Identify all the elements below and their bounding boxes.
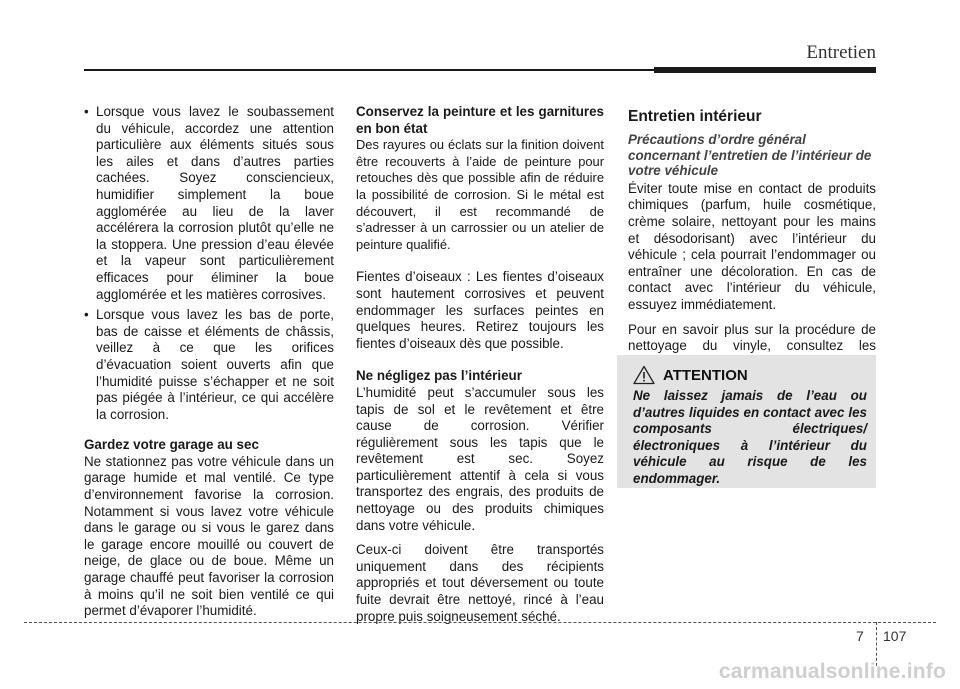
garage-heading: Gardez votre garage au sec: [84, 437, 259, 453]
interior-heading: Ne négligez pas l’intérieur: [356, 368, 522, 384]
bird-droppings-text: Fientes d’oiseaux : Les fientes d’oiseaux sont hautement corrosives et peuvent endommager les surfaces peintes en quelques heures. Retirez toujours les fientes d’oiseaux dès que possible.: [356, 269, 604, 351]
underbody-bullets: [84, 104, 334, 423]
bullet-underbody: • Lorsque vous lavez le soubassement du véhicule, accordez une attention particulière aux éléments situés sous les ailes et dans d’autres parties cachées. Soyez consciencieux, humidifier simplement la boue agglomérée au lieu de la laver accélérera la corrosion plutôt qu’elle ne la stoppera. Une pression d’eau élevée et la vapeur sont particulièrement efficaces pour éliminer la boue agglomérée et les matières corrosives.: [84, 104, 334, 303]
sub-title: Précautions d’ordre général concernant l’entretien de l’intérieur de votre véhicule: [628, 132, 872, 179]
header-rule: [84, 69, 654, 71]
column-middle: [356, 104, 604, 633]
footer-rule: [24, 622, 936, 623]
paint-heading: Conservez la peinture et les garnitures en bon état: [356, 104, 604, 136]
paint-text: Des rayures ou éclats sur la finition doivent être recouverts à l’aide de peinture pour retouches dès que possible afin de réduire la possibilité de corrosion. Si le métal est découvert, il est recommandé de s’adresser à un carrossier ou un atelier de peinture qualifié.: [356, 137, 604, 252]
bullet-door-sills: • Lorsque vous lavez les bas de porte, bas de caisse et éléments de châssis, veillez à ce que les orifices d’évacuation soient ouverts afin que l’humidité puisse s’échapper et ne soit pas piégée à l’intérieur, ce qui accélère la corrosion.: [84, 307, 334, 423]
attention-title: ATTENTION: [663, 366, 748, 384]
column-right: [628, 104, 876, 379]
page-number: 107: [883, 628, 907, 644]
chapter-number: 7: [856, 628, 864, 644]
header-title: Entretien: [806, 42, 876, 63]
chemicals-text: Éviter toute mise en contact de produits chimiques (parfum, huile cosmétique, crème solaire, nettoyant pour les mains et désodorisant) avec l’intérieur du véhicule ; cela pourrait l’endommager ou entraîner une décoloration. En cas de contact avec l’intérieur du véhicule, essuyez immédiatement.: [628, 180, 876, 312]
header-rule-thick: [654, 67, 876, 73]
column-left: [84, 104, 334, 628]
watermark: carmanualsonline.info: [718, 660, 946, 683]
warning-triangle-icon: [633, 365, 655, 385]
attention-header: [633, 365, 748, 385]
vinyl-text: Pour en savoir plus sur la procédure de nettoyage du vinyle, consultez les: [628, 321, 876, 354]
attention-box: [617, 355, 876, 488]
garage-text: Ne stationnez pas votre véhicule dans un garage humide et mal ventilé. Ce type d’environnement favorise la corrosion. Notamment si vous lavez votre véhicule dans le garage ou si vous le garez dans le garage encore mouillé ou couvert de neige, de glace ou de boue. Même un garage chauffé peut favoriser la corrosion à moins qu’il ne soit bien ventilé ce qui permet d’évaporer l’humidité.: [84, 453, 334, 619]
containers-text: Ceux-ci doivent être transportés uniquement dans des récipients appropriés et tout déversement ou toute fuite devrait être nettoyé, rincé à l’eau propre puis soigneusement séché.: [356, 542, 604, 624]
section-title: Entretien intérieur: [628, 108, 762, 125]
attention-body: Ne laissez jamais de l’eau ou d’autres liquides en contact avec les composants électriques/électroniques à l’intérieur du véhicule au risque de les endommager.: [633, 388, 867, 486]
interior-text: L’humidité peut s’accumuler sous les tapis de sol et le revêtement et être cause de corrosion. Vérifier régulièrement sous les tapis que le revêtement est sec. Soyez particulièrement attentif à cela si vous transportez des engrais, des produits de nettoyage ou des produits chimiques dans votre véhicule.: [356, 384, 604, 533]
